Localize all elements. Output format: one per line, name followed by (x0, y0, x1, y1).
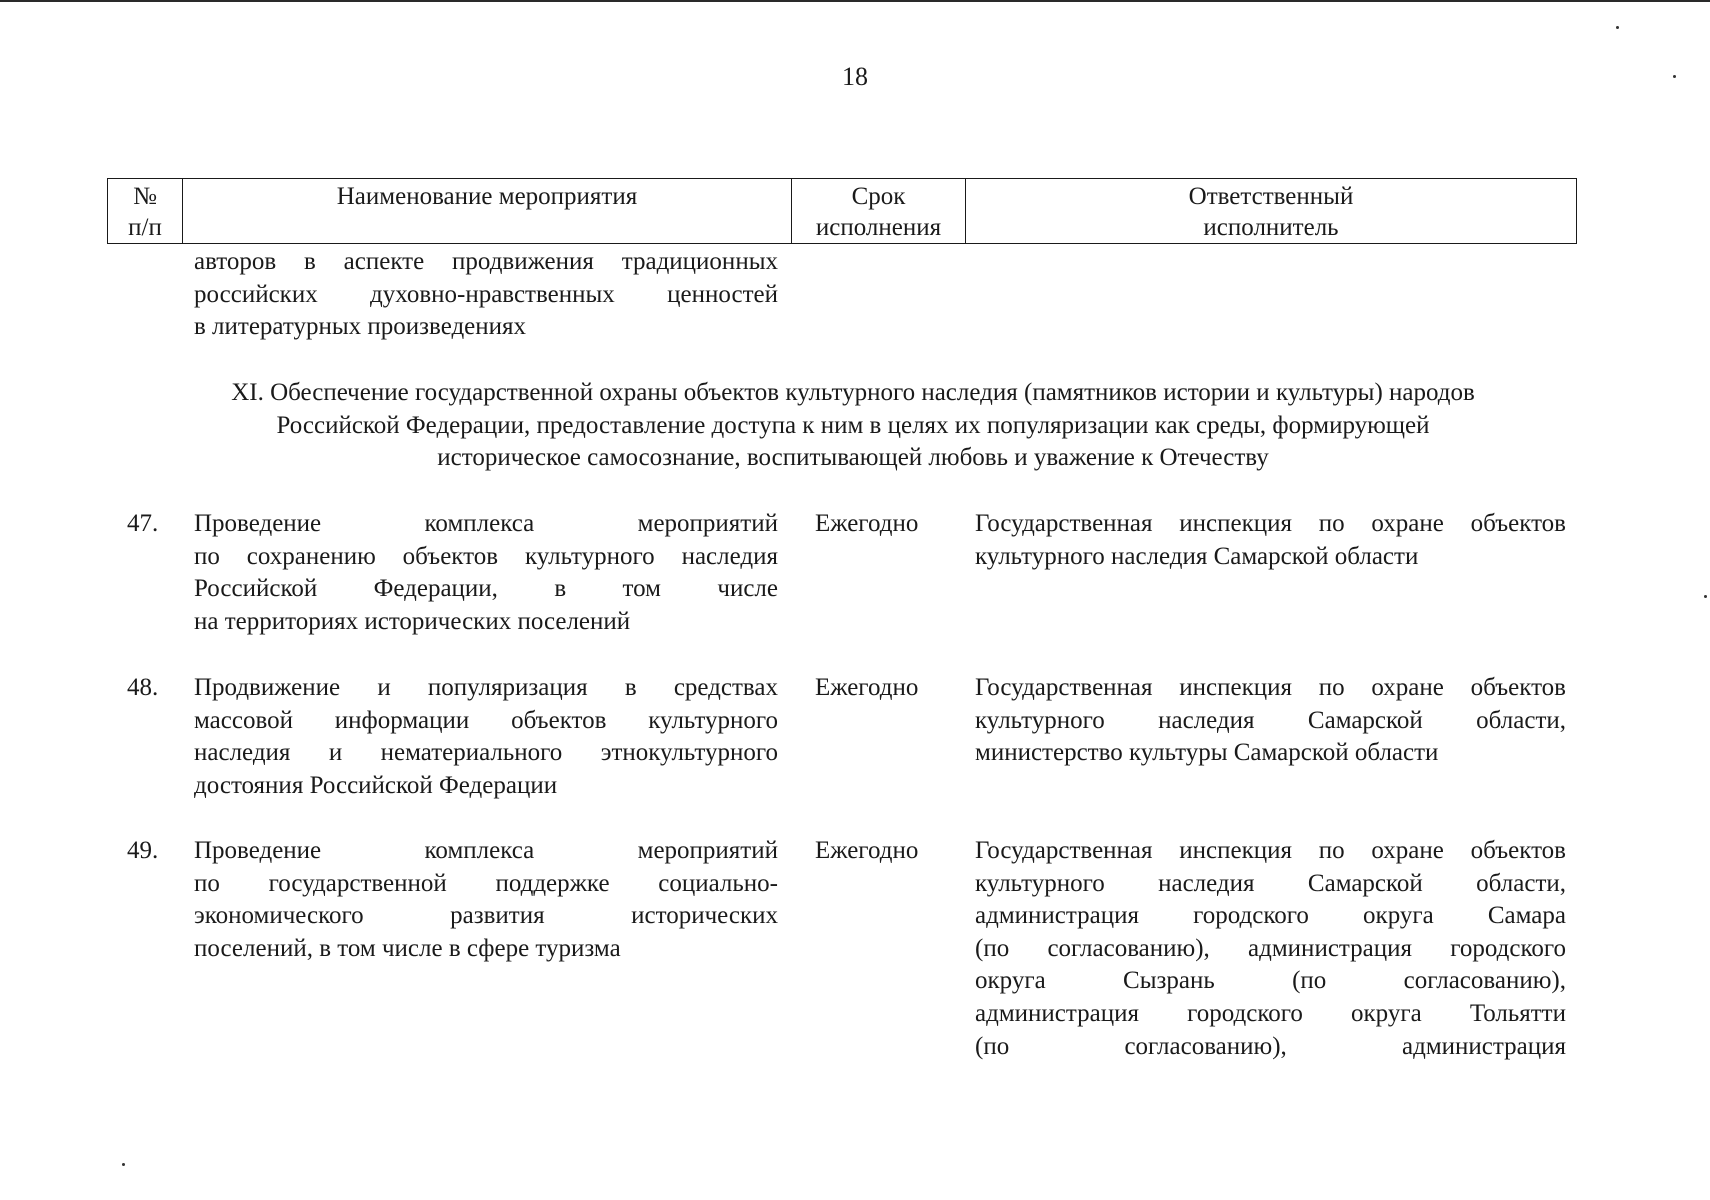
row-activity-name (194, 508, 778, 638)
scan-speck (1704, 595, 1707, 598)
scan-speck (1616, 26, 1619, 29)
table-header (107, 178, 1577, 244)
activity-line: экономического развития исторических (194, 902, 778, 930)
header-cell-responsible (966, 179, 1577, 244)
responsible-line: Государственная инспекция по охране объектов (975, 510, 1566, 537)
activity-line: по государственной поддержке социально- (194, 869, 778, 897)
page-number: 18 (842, 62, 868, 91)
activity-line: массовой информации объектов культурного (194, 706, 778, 734)
row-responsible (975, 835, 1566, 1063)
activity-line: Российской Федерации, в том числе (194, 575, 778, 603)
row-responsible (975, 508, 1566, 573)
header-cell-number (108, 179, 183, 244)
header-term-line-2: исполнения (815, 214, 942, 241)
row-activity-name (194, 835, 778, 965)
continued-line-3: в литературных произведениях (194, 313, 527, 341)
header-number-line-2: п/п (128, 214, 162, 241)
responsible-line: министерство культуры Самарской области (975, 739, 1439, 767)
responsible-line: культурного наследия Самарской области, (975, 869, 1566, 897)
responsible-line: округа Сызрань (по согласованию), (975, 967, 1566, 995)
responsible-line: (по согласованию), администрация городского (975, 934, 1566, 962)
activity-line: поселений, в том числе в сфере туризма (194, 934, 621, 962)
scan-speck (1673, 75, 1676, 78)
scan-speck (122, 1163, 125, 1166)
row-term: Ежегодно (815, 837, 919, 864)
activity-line: Проведение комплекса мероприятий (194, 510, 778, 537)
section-heading-line-2: Российской Федерации, предоставление доступа к ним в целях их популяризации как среды, формирующей (276, 411, 1430, 439)
row-number: 47. (127, 510, 159, 537)
header-term-line-1: Срок (851, 183, 906, 210)
continued-line-1: авторов в аспекте продвижения традиционных (194, 248, 778, 275)
activity-line: на территориях исторических поселений (194, 607, 631, 635)
header-responsible-line-2: исполнитель (1203, 214, 1339, 241)
top-border-line (0, 0, 1710, 2)
header-cell-term (792, 179, 966, 244)
activity-line: Продвижение и популяризация в средствах (194, 674, 778, 701)
continued-item-text (194, 246, 778, 344)
row-term: Ежегодно (815, 510, 919, 537)
section-heading-line-3: историческое самосознание, воспитывающей любовь и уважение к Отечеству (437, 444, 1269, 472)
responsible-line: администрация городского округа Тольятти (975, 999, 1566, 1027)
activity-line: по сохранению объектов культурного наследия (194, 542, 778, 570)
responsible-line: Государственная инспекция по охране объектов (975, 674, 1566, 701)
header-cell-name (183, 179, 792, 244)
section-heading-line-1: XI. Обеспечение государственной охраны объектов культурного наследия (памятников истории и культуры) народов (231, 379, 1475, 406)
row-term: Ежегодно (815, 674, 919, 701)
section-heading (118, 377, 1588, 475)
header-responsible-line-1: Ответственный (1188, 183, 1354, 210)
responsible-line: (по согласованию), администрация (975, 1032, 1566, 1060)
responsible-line: культурного наследия Самарской области, (975, 706, 1566, 734)
activity-line: Проведение комплекса мероприятий (194, 837, 778, 864)
row-responsible (975, 672, 1566, 770)
header-name-line-1: Наименование мероприятия (336, 183, 638, 210)
activity-line: достояния Российской Федерации (194, 771, 558, 799)
row-number: 48. (127, 674, 159, 701)
responsible-line: администрация городского округа Самара (975, 902, 1566, 930)
responsible-line: культурного наследия Самарской области (975, 542, 1419, 570)
responsible-line: Государственная инспекция по охране объектов (975, 837, 1566, 864)
continued-line-2: российских духовно-нравственных ценностей (194, 280, 778, 308)
activity-line: наследия и нематериального этнокультурного (194, 739, 778, 767)
row-number: 49. (127, 837, 159, 864)
row-activity-name (194, 672, 778, 802)
header-number-line-1: № (133, 183, 157, 210)
